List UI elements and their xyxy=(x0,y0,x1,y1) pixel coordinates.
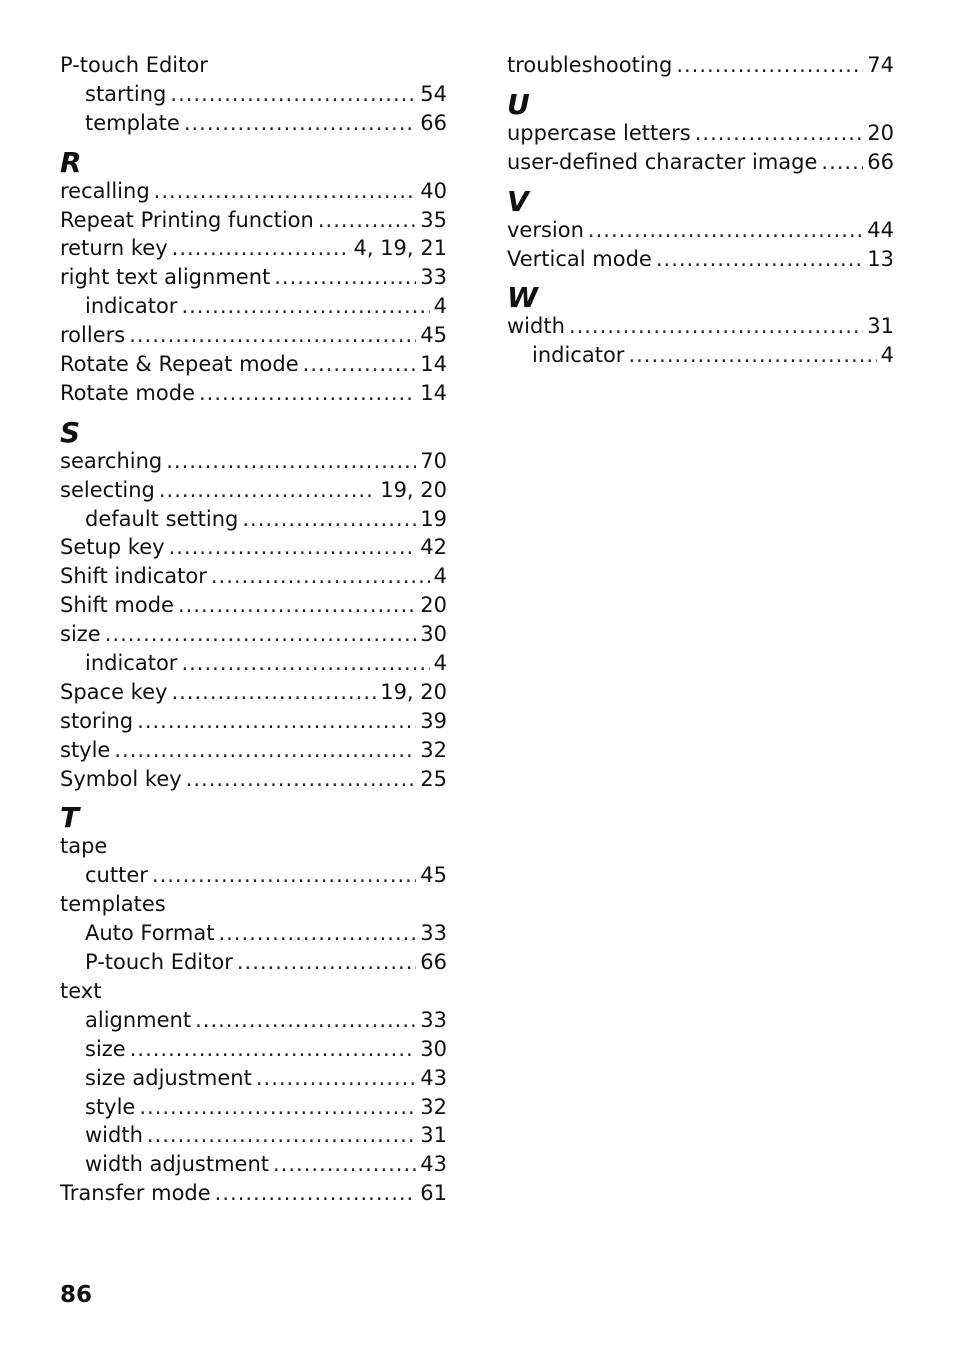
index-term: text xyxy=(60,978,102,1003)
page-reference: 14 xyxy=(420,380,447,405)
index-term: indicator xyxy=(85,294,178,319)
page-number: 86 xyxy=(60,1282,93,1308)
section-letter-heading: V xyxy=(507,184,529,218)
page-reference: 20 xyxy=(867,120,894,145)
index-entry-vertical-mode xyxy=(507,245,894,274)
page-reference: 70 xyxy=(420,448,447,473)
page-reference: 66 xyxy=(867,149,894,174)
dot-leader xyxy=(181,292,429,321)
index-term: width xyxy=(85,1123,143,1148)
index-term: indicator xyxy=(532,343,625,368)
dot-leader xyxy=(237,948,416,977)
dot-leader xyxy=(137,707,416,736)
index-entry-cutter xyxy=(60,861,447,890)
index-term: indicator xyxy=(85,651,178,676)
index-term: uppercase letters xyxy=(507,120,691,145)
dot-leader xyxy=(105,620,417,649)
dot-leader xyxy=(318,206,416,235)
page-reference: 19, 20 xyxy=(380,679,447,704)
page-reference: 25 xyxy=(420,766,447,791)
page-reference: 4 xyxy=(433,564,447,589)
dot-leader xyxy=(656,245,863,274)
index-entry-right-text-alignment xyxy=(60,263,447,292)
index-entry-repeat-printing-function xyxy=(60,206,447,235)
section-letter-heading: T xyxy=(60,801,80,835)
index-section-s xyxy=(60,415,447,794)
index-term: Space key xyxy=(60,679,168,704)
page-reference: 30 xyxy=(420,622,447,647)
index-term: rollers xyxy=(60,323,126,348)
page-reference: 40 xyxy=(420,178,447,203)
page-reference: 4 xyxy=(433,651,447,676)
index-term: Rotate mode xyxy=(60,380,195,405)
page-reference: 32 xyxy=(420,1094,447,1119)
index-entry-version xyxy=(507,216,894,245)
index-term: version xyxy=(507,217,584,242)
index-term: default setting xyxy=(85,506,239,531)
page-reference: 4 xyxy=(433,294,447,319)
index-column-right xyxy=(507,51,894,370)
page-reference: 54 xyxy=(420,81,447,106)
index-entry-default-setting xyxy=(60,505,447,534)
index-term: P-touch Editor xyxy=(60,53,208,77)
page-reference: 43 xyxy=(420,1065,447,1090)
index-entry-rotate-mode xyxy=(60,379,447,408)
dot-leader xyxy=(129,321,416,350)
dot-leader xyxy=(256,1064,416,1093)
dot-leader xyxy=(218,919,416,948)
dot-leader xyxy=(211,562,430,591)
index-entry-tape xyxy=(60,832,447,861)
index-entry-template xyxy=(60,109,447,138)
index-entry-user-defined-character-image xyxy=(507,148,894,177)
dot-leader xyxy=(628,341,876,370)
dot-leader xyxy=(821,148,863,177)
index-section-r xyxy=(60,145,447,408)
index-entry-storing xyxy=(60,707,447,736)
index-term: return key xyxy=(60,236,168,261)
index-term: width adjustment xyxy=(85,1152,269,1177)
dot-leader xyxy=(273,1150,416,1179)
page-reference: 74 xyxy=(867,53,894,77)
dot-leader xyxy=(130,1035,417,1064)
page-reference: 35 xyxy=(420,207,447,232)
index-entry-width xyxy=(507,312,894,341)
index-entry-indicator xyxy=(60,292,447,321)
index-entry-text xyxy=(60,977,447,1006)
index-term: style xyxy=(85,1094,136,1119)
page-reference: 33 xyxy=(420,265,447,290)
index-term: cutter xyxy=(85,863,148,888)
index-entry-recalling xyxy=(60,177,447,206)
page-reference: 39 xyxy=(420,708,447,733)
dot-leader xyxy=(114,736,416,765)
index-entry-transfer-mode xyxy=(60,1179,447,1208)
index-term: Vertical mode xyxy=(507,246,652,271)
section-letter-heading: U xyxy=(507,87,530,121)
index-term: size xyxy=(60,622,101,647)
page-reference: 31 xyxy=(867,314,894,339)
page-reference: 31 xyxy=(420,1123,447,1148)
page-reference: 33 xyxy=(420,921,447,946)
index-term: Repeat Printing function xyxy=(60,207,314,232)
page-reference: 43 xyxy=(420,1152,447,1177)
dot-leader xyxy=(171,678,376,707)
index-term: troubleshooting xyxy=(507,53,673,77)
index-entry-searching xyxy=(60,447,447,476)
page-reference: 19 xyxy=(420,506,447,531)
index-term: alignment xyxy=(85,1007,192,1032)
section-letter-heading: S xyxy=(60,415,81,449)
index-term: Shift indicator xyxy=(60,564,207,589)
index-entry-symbol-key xyxy=(60,765,447,794)
page-reference: 4, 19, 21 xyxy=(353,236,447,261)
index-term: Rotate & Repeat mode xyxy=(60,352,299,377)
page-reference: 61 xyxy=(420,1181,447,1206)
page-reference: 42 xyxy=(420,535,447,560)
dot-leader xyxy=(152,861,416,890)
page-reference: 13 xyxy=(867,246,894,271)
index-term: right text alignment xyxy=(60,265,271,290)
dot-leader xyxy=(588,216,863,245)
index-term: storing xyxy=(60,708,134,733)
index-entry-width-adjustment xyxy=(60,1150,447,1179)
index-term: starting xyxy=(85,81,167,106)
dot-leader xyxy=(199,379,416,408)
index-entry-rotate-repeat-mode xyxy=(60,350,447,379)
index-entry-setup-key xyxy=(60,533,447,562)
page-reference: 44 xyxy=(867,217,894,242)
index-entry-return-key xyxy=(60,234,447,263)
index-section-continued xyxy=(507,51,894,80)
index-term: Symbol key xyxy=(60,766,182,791)
page-reference: 45 xyxy=(420,863,447,888)
dot-leader xyxy=(676,51,863,80)
section-letter-heading: R xyxy=(60,145,82,179)
index-section-t xyxy=(60,803,447,1208)
dot-leader xyxy=(184,109,416,138)
index-section-u xyxy=(507,87,894,177)
dot-leader xyxy=(215,1179,417,1208)
index-entry-troubleshooting xyxy=(507,51,894,80)
index-entry-indicator xyxy=(507,341,894,370)
section-letter-heading: W xyxy=(507,281,538,315)
index-section-v xyxy=(507,184,894,274)
page-reference: 20 xyxy=(420,593,447,618)
index-entry-style xyxy=(60,1093,447,1122)
page-reference: 14 xyxy=(420,352,447,377)
index-entry-auto-format xyxy=(60,919,447,948)
index-entry-templates xyxy=(60,890,447,919)
index-term: size xyxy=(85,1036,126,1061)
page-reference: 32 xyxy=(420,737,447,762)
index-entry-uppercase-letters xyxy=(507,119,894,148)
index-term: P-touch Editor xyxy=(85,950,233,975)
index-entry-indicator xyxy=(60,649,447,678)
page-reference: 19, 20 xyxy=(380,477,447,502)
dot-leader xyxy=(303,350,417,379)
index-entry-starting xyxy=(60,80,447,109)
index-term: template xyxy=(85,110,180,135)
page-reference: 33 xyxy=(420,1007,447,1032)
dot-leader xyxy=(195,1006,416,1035)
index-entry-space-key xyxy=(60,678,447,707)
index-section-w xyxy=(507,283,894,370)
dot-leader xyxy=(169,533,417,562)
index-column-left xyxy=(60,51,447,1208)
page-reference: 4 xyxy=(880,343,894,368)
dot-leader xyxy=(159,476,376,505)
dot-leader xyxy=(170,80,416,109)
index-entry-size xyxy=(60,1035,447,1064)
page-reference: 30 xyxy=(420,1036,447,1061)
index-entry-shift-indicator xyxy=(60,562,447,591)
index-term: recalling xyxy=(60,178,150,203)
index-term: style xyxy=(60,737,111,762)
index-entry-selecting xyxy=(60,476,447,505)
page-reference: 66 xyxy=(420,950,447,975)
index-entry-rollers xyxy=(60,321,447,350)
dot-leader xyxy=(181,649,429,678)
index-term: selecting xyxy=(60,477,155,502)
index-term: width xyxy=(507,314,565,339)
index-term: Auto Format xyxy=(85,921,215,946)
dot-leader xyxy=(178,591,416,620)
index-entry-width xyxy=(60,1121,447,1150)
index-entry-p-touch-editor xyxy=(60,948,447,977)
dot-leader xyxy=(172,234,350,263)
index-entry-size-adjustment xyxy=(60,1064,447,1093)
dot-leader xyxy=(186,765,417,794)
index-entry-p-touch-editor xyxy=(60,51,447,80)
page-reference: 66 xyxy=(420,110,447,135)
index-entry-style xyxy=(60,736,447,765)
index-term: size adjustment xyxy=(85,1065,252,1090)
index-entry-shift-mode xyxy=(60,591,447,620)
dot-leader xyxy=(695,119,864,148)
index-term: searching xyxy=(60,448,163,473)
index-section-continued xyxy=(60,51,447,138)
index-term: user-defined character image xyxy=(507,149,818,174)
index-entry-alignment xyxy=(60,1006,447,1035)
index-term: Shift mode xyxy=(60,593,174,618)
dot-leader xyxy=(154,177,417,206)
page-reference: 45 xyxy=(420,323,447,348)
dot-leader xyxy=(139,1093,416,1122)
dot-leader xyxy=(166,447,416,476)
index-term: Transfer mode xyxy=(60,1181,211,1206)
dot-leader xyxy=(147,1121,416,1150)
dot-leader xyxy=(569,312,863,341)
index-term: Setup key xyxy=(60,535,165,560)
index-entry-size xyxy=(60,620,447,649)
index-term: tape xyxy=(60,834,108,859)
dot-leader xyxy=(242,505,416,534)
index-term: templates xyxy=(60,892,166,917)
dot-leader xyxy=(274,263,416,292)
